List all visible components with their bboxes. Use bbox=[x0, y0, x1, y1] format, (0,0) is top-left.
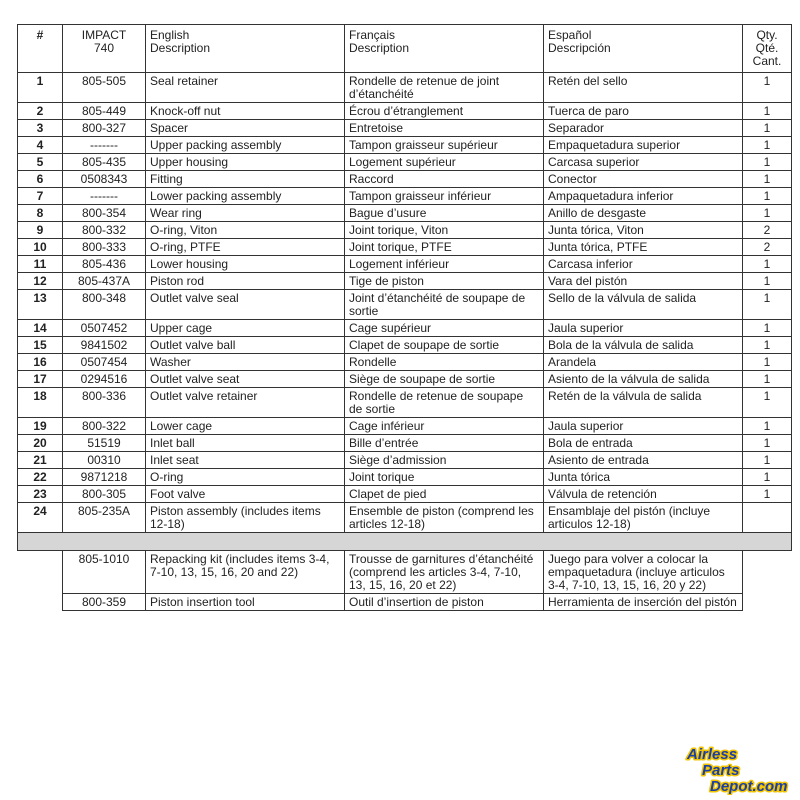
english-description: Outlet valve seal bbox=[146, 290, 345, 320]
french-description: Raccord bbox=[345, 171, 544, 188]
row-number: 5 bbox=[18, 154, 63, 171]
english-description: Inlet seat bbox=[146, 452, 345, 469]
part-number: 800-348 bbox=[63, 290, 146, 320]
part-number: 9841502 bbox=[63, 337, 146, 354]
header-french-line2: Description bbox=[349, 41, 410, 55]
spanish-description: Carcasa superior bbox=[544, 154, 743, 171]
row-number: 7 bbox=[18, 188, 63, 205]
spanish-description: Sello de la válvula de salida bbox=[544, 290, 743, 320]
spanish-description: Arandela bbox=[544, 354, 743, 371]
part-number: 805-437A bbox=[63, 273, 146, 290]
part-number: ------- bbox=[63, 137, 146, 154]
part-number: 800-354 bbox=[63, 205, 146, 222]
logo-line-parts: Parts bbox=[702, 762, 740, 779]
french-description: Clapet de pied bbox=[345, 486, 544, 503]
english-description: O-ring, Viton bbox=[146, 222, 345, 239]
part-number: 800-305 bbox=[63, 486, 146, 503]
english-description: Knock-off nut bbox=[146, 103, 345, 120]
logo-line-depot: Depot.com bbox=[710, 778, 788, 795]
spanish-description: Asiento de entrada bbox=[544, 452, 743, 469]
spanish-description: Jaula superior bbox=[544, 418, 743, 435]
french-description: Outil d’insertion de piston bbox=[345, 594, 544, 611]
english-description: Seal retainer bbox=[146, 73, 345, 103]
row-number: 12 bbox=[18, 273, 63, 290]
quantity: 1 bbox=[743, 486, 792, 503]
spanish-description: Anillo de desgaste bbox=[544, 205, 743, 222]
row-number: 23 bbox=[18, 486, 63, 503]
table-row bbox=[18, 205, 792, 222]
english-description: Piston rod bbox=[146, 273, 345, 290]
spanish-description: Válvula de retención bbox=[544, 486, 743, 503]
quantity: 1 bbox=[743, 388, 792, 418]
spanish-description: Bola de la válvula de salida bbox=[544, 337, 743, 354]
english-description: Outlet valve retainer bbox=[146, 388, 345, 418]
quantity: 1 bbox=[743, 435, 792, 452]
row-number: 19 bbox=[18, 418, 63, 435]
row-number: 24 bbox=[18, 503, 63, 533]
part-number: 0508343 bbox=[63, 171, 146, 188]
quantity: 1 bbox=[743, 371, 792, 388]
table-header-row bbox=[18, 25, 792, 73]
logo-line-airless: Airless bbox=[687, 746, 738, 763]
header-spanish-line1: Español bbox=[548, 28, 592, 42]
table-row bbox=[18, 256, 792, 273]
quantity bbox=[743, 503, 792, 533]
row-number: 2 bbox=[18, 103, 63, 120]
french-description: Siège d’admission bbox=[345, 452, 544, 469]
quantity: 1 bbox=[743, 273, 792, 290]
spanish-description: Carcasa inferior bbox=[544, 256, 743, 273]
part-number: 800-322 bbox=[63, 418, 146, 435]
spanish-description: Separador bbox=[544, 120, 743, 137]
part-number: 805-1010 bbox=[63, 551, 146, 594]
part-number: 0507454 bbox=[63, 354, 146, 371]
spanish-description: Retén de la válvula de salida bbox=[544, 388, 743, 418]
english-description: Fitting bbox=[146, 171, 345, 188]
part-number: 805-436 bbox=[63, 256, 146, 273]
header-part-line2: 740 bbox=[93, 41, 115, 55]
row-number: 9 bbox=[18, 222, 63, 239]
quantity: 1 bbox=[743, 337, 792, 354]
english-description: Lower packing assembly bbox=[146, 188, 345, 205]
part-number: 800-336 bbox=[63, 388, 146, 418]
french-description: Rondelle bbox=[345, 354, 544, 371]
row-number: 14 bbox=[18, 320, 63, 337]
french-description: Tige de piston bbox=[345, 273, 544, 290]
english-description: O-ring bbox=[146, 469, 345, 486]
french-description: Logement inférieur bbox=[345, 256, 544, 273]
part-number: 0294516 bbox=[63, 371, 146, 388]
part-number: 800-327 bbox=[63, 120, 146, 137]
english-description: Spacer bbox=[146, 120, 345, 137]
quantity: 1 bbox=[743, 103, 792, 120]
table-row bbox=[18, 452, 792, 469]
table-row bbox=[18, 320, 792, 337]
french-description: Clapet de soupape de sortie bbox=[345, 337, 544, 354]
french-description: Joint torique bbox=[345, 469, 544, 486]
spanish-description: Junta tórica bbox=[544, 469, 743, 486]
header-spanish-line2: Descripción bbox=[548, 41, 611, 55]
french-description: Logement supérieur bbox=[345, 154, 544, 171]
table-row bbox=[18, 137, 792, 154]
spanish-description: Junta tórica, PTFE bbox=[544, 239, 743, 256]
header-qty-line1: Qty. bbox=[756, 28, 778, 42]
spanish-description: Conector bbox=[544, 171, 743, 188]
spanish-description: Tuerca de paro bbox=[544, 103, 743, 120]
french-description: Tampon graisseur inférieur bbox=[345, 188, 544, 205]
header-part-line1: IMPACT bbox=[81, 28, 127, 42]
table-row bbox=[18, 120, 792, 137]
french-description: Joint d’étanchéité de soupape de sortie bbox=[345, 290, 544, 320]
row-number: 13 bbox=[18, 290, 63, 320]
english-description: Wear ring bbox=[146, 205, 345, 222]
part-number: 800-359 bbox=[63, 594, 146, 611]
row-number: 15 bbox=[18, 337, 63, 354]
header-num: # bbox=[18, 25, 63, 73]
part-number: 805-435 bbox=[63, 154, 146, 171]
separator-cell bbox=[18, 533, 792, 551]
spanish-description: Bola de entrada bbox=[544, 435, 743, 452]
quantity: 2 bbox=[743, 239, 792, 256]
quantity: 1 bbox=[743, 188, 792, 205]
french-description: Trousse de garnitures d’étanchéité (comprend les articles 3-4, 7-10, 13, 15, 16, 20 et 22) bbox=[345, 551, 544, 594]
airless-parts-depot-logo bbox=[680, 745, 795, 795]
part-number: 805-505 bbox=[63, 73, 146, 103]
quantity: 1 bbox=[743, 354, 792, 371]
parts-table bbox=[17, 24, 792, 611]
header-qty-line3: Cant. bbox=[752, 54, 782, 68]
table-row bbox=[18, 290, 792, 320]
french-description: Joint torique, Viton bbox=[345, 222, 544, 239]
row-number: 8 bbox=[18, 205, 63, 222]
part-number: 800-333 bbox=[63, 239, 146, 256]
blank-cell bbox=[743, 551, 792, 594]
row-number: 18 bbox=[18, 388, 63, 418]
spanish-description: Juego para volver a colocar la empaquetadura (incluye articulos 3-4, 7-10, 13, 15, 16, 20 y 22) bbox=[544, 551, 743, 594]
spanish-description: Empaquetadura superior bbox=[544, 137, 743, 154]
table-row bbox=[18, 103, 792, 120]
row-number: 21 bbox=[18, 452, 63, 469]
header-qty-line2: Qté. bbox=[755, 41, 779, 55]
spanish-description: Ampaquetadura inferior bbox=[544, 188, 743, 205]
english-description: Upper cage bbox=[146, 320, 345, 337]
french-description: Ensemble de piston (comprend les articles 12-18) bbox=[345, 503, 544, 533]
row-number: 20 bbox=[18, 435, 63, 452]
french-description: Cage inférieur bbox=[345, 418, 544, 435]
table-row bbox=[18, 222, 792, 239]
table-row bbox=[18, 503, 792, 533]
english-description: Foot valve bbox=[146, 486, 345, 503]
quantity: 1 bbox=[743, 205, 792, 222]
table-row bbox=[18, 273, 792, 290]
header-qty bbox=[743, 25, 792, 73]
quantity: 1 bbox=[743, 256, 792, 273]
row-number: 11 bbox=[18, 256, 63, 273]
spanish-description: Vara del pistón bbox=[544, 273, 743, 290]
table-row bbox=[18, 337, 792, 354]
header-english bbox=[146, 25, 345, 73]
spanish-description: Asiento de la válvula de salida bbox=[544, 371, 743, 388]
table-body bbox=[18, 73, 792, 611]
part-number: ------- bbox=[63, 188, 146, 205]
header-english-line1: English bbox=[150, 28, 190, 42]
french-description: Tampon graisseur supérieur bbox=[345, 137, 544, 154]
header-spanish bbox=[544, 25, 743, 73]
part-number: 0507452 bbox=[63, 320, 146, 337]
french-description: Écrou d’étranglement bbox=[345, 103, 544, 120]
row-number: 22 bbox=[18, 469, 63, 486]
row-number: 10 bbox=[18, 239, 63, 256]
row-number: 17 bbox=[18, 371, 63, 388]
table-row bbox=[18, 435, 792, 452]
quantity: 1 bbox=[743, 290, 792, 320]
spanish-description: Herramienta de inserción del pistón bbox=[544, 594, 743, 611]
header-french bbox=[345, 25, 544, 73]
french-description: Joint torique, PTFE bbox=[345, 239, 544, 256]
part-number: 00310 bbox=[63, 452, 146, 469]
header-french-line1: Français bbox=[349, 28, 396, 42]
french-description: Rondelle de retenue de joint d’étanchéité bbox=[345, 73, 544, 103]
french-description: Entretoise bbox=[345, 120, 544, 137]
english-description: Outlet valve ball bbox=[146, 337, 345, 354]
row-number: 6 bbox=[18, 171, 63, 188]
english-description: O-ring, PTFE bbox=[146, 239, 345, 256]
row-number: 16 bbox=[18, 354, 63, 371]
french-description: Bague d’usure bbox=[345, 205, 544, 222]
part-number: 51519 bbox=[63, 435, 146, 452]
spanish-description: Retén del sello bbox=[544, 73, 743, 103]
spanish-description: Ensamblaje del pistón (incluye articulos 12-18) bbox=[544, 503, 743, 533]
english-description: Piston insertion tool bbox=[146, 594, 345, 611]
table-row bbox=[18, 354, 792, 371]
table-row bbox=[18, 73, 792, 103]
logo-graphic bbox=[680, 745, 795, 795]
part-number: 9871218 bbox=[63, 469, 146, 486]
quantity: 1 bbox=[743, 469, 792, 486]
row-number: 4 bbox=[18, 137, 63, 154]
english-description: Lower cage bbox=[146, 418, 345, 435]
blank-cell bbox=[18, 594, 63, 611]
french-description: Rondelle de retenue de soupape de sortie bbox=[345, 388, 544, 418]
table-row bbox=[18, 371, 792, 388]
spanish-description: Jaula superior bbox=[544, 320, 743, 337]
english-description: Repacking kit (includes items 3-4, 7-10, 13, 15, 16, 20 and 22) bbox=[146, 551, 345, 594]
table-separator-row bbox=[18, 533, 792, 551]
part-number: 805-235A bbox=[63, 503, 146, 533]
english-description: Piston assembly (includes items 12-18) bbox=[146, 503, 345, 533]
table-row bbox=[18, 171, 792, 188]
table-row bbox=[18, 188, 792, 205]
kit-row bbox=[18, 594, 792, 611]
french-description: Siège de soupape de sortie bbox=[345, 371, 544, 388]
french-description: Bille d’entrée bbox=[345, 435, 544, 452]
header-part bbox=[63, 25, 146, 73]
english-description: Outlet valve seat bbox=[146, 371, 345, 388]
quantity: 1 bbox=[743, 171, 792, 188]
table-row bbox=[18, 388, 792, 418]
english-description: Lower housing bbox=[146, 256, 345, 273]
english-description: Inlet ball bbox=[146, 435, 345, 452]
english-description: Washer bbox=[146, 354, 345, 371]
blank-cell bbox=[18, 551, 63, 594]
row-number: 1 bbox=[18, 73, 63, 103]
blank-cell bbox=[743, 594, 792, 611]
part-number: 805-449 bbox=[63, 103, 146, 120]
quantity: 2 bbox=[743, 222, 792, 239]
table-row bbox=[18, 418, 792, 435]
kit-row bbox=[18, 551, 792, 594]
quantity: 1 bbox=[743, 137, 792, 154]
table-row bbox=[18, 469, 792, 486]
quantity: 1 bbox=[743, 418, 792, 435]
french-description: Cage supérieur bbox=[345, 320, 544, 337]
quantity: 1 bbox=[743, 320, 792, 337]
header-english-line2: Description bbox=[150, 41, 211, 55]
part-number: 800-332 bbox=[63, 222, 146, 239]
english-description: Upper housing bbox=[146, 154, 345, 171]
row-number: 3 bbox=[18, 120, 63, 137]
english-description: Upper packing assembly bbox=[146, 137, 345, 154]
table-row bbox=[18, 486, 792, 503]
table-row bbox=[18, 239, 792, 256]
quantity: 1 bbox=[743, 452, 792, 469]
spanish-description: Junta tórica, Viton bbox=[544, 222, 743, 239]
quantity: 1 bbox=[743, 73, 792, 103]
quantity: 1 bbox=[743, 154, 792, 171]
table-row bbox=[18, 154, 792, 171]
quantity: 1 bbox=[743, 120, 792, 137]
